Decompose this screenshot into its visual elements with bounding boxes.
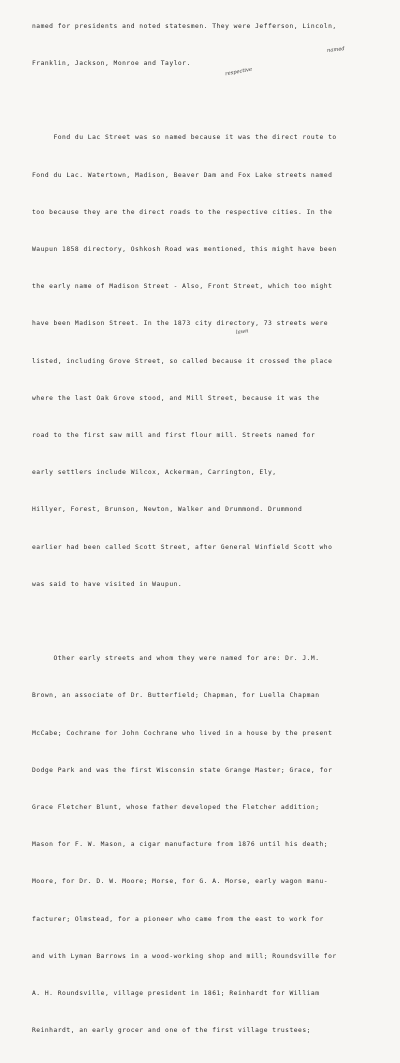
text-line: where the last Oak Grove stood, and Mill Street, because it was the [32,394,320,402]
text-line: Moore, for Dr. D. W. Moore; Morse, for G. A. Morse, early wagon manu- [32,878,329,886]
text-line: and with Lyman Barrows in a wood-working shop and mill; Roundsville for [32,952,337,960]
text-line: Grace Fletcher Blunt, whose father developed the Fletcher addition; [32,804,320,812]
text-line: Mason for F. W. Mason, a cigar manufacture from 1876 until his death; [32,841,329,849]
text-line: was said to have visited in Waupun. [32,580,183,588]
handwritten-annotation: named [326,46,346,54]
text-line: A. H. Roundsville, village president in 1861; Reinhardt for William [32,990,320,998]
text-line: listed, including Grove Street, so called because it crossed the place [32,357,333,365]
text-line: Fond du Lac. Watertown, Madison, Beaver Dam and Fox Lake streets named [32,171,333,179]
text-line: Other early streets and whom they were named for are: Dr. J.M. [32,655,320,663]
handwritten-annotation: respective [224,66,253,78]
text-line [32,95,392,107]
text-line: road to the first saw mill and first flour mill. Streets named for [32,432,316,440]
text-line: Dodge Park and was the first Wisconsin state Grange Master; Grace, for [32,766,333,774]
text-line: named for presidents and noted statesmen. They were Jefferson, Lincoln, [32,22,337,30]
text-line: facturer; Olmstead, for a pioneer who came from the east to work for [32,915,324,923]
text-line: Hillyer, Forest, Brunson, Newton, Walker and Drummond. Drummond [32,506,303,514]
text-line: earlier had been called Scott Street, after General Winfield Scott who [32,543,333,551]
text-line: Franklin, Jackson, Monroe and Taylor. [32,60,191,68]
handwritten-annotation: lawn [235,328,249,336]
text-line: have been Madison Street. In the 1873 city directory, 73 streets were [32,320,329,328]
text-line: Reinhardt, an early grocer and one of the first village trustees; [32,1027,311,1035]
text-line: Fond du Lac Street was so named because it was the direct route to [32,134,337,142]
typed-text-block [32,0,392,1063]
text-line: too because they are the direct roads to the respective cities. In the [32,208,333,216]
text-line: early settlers include Wilcox, Ackerman, Carrington, Ely, [32,469,277,477]
text-line: Brown, an associate of Dr. Butterfield; Chapman, for Luella Chapman [32,692,320,700]
text-line: McCabe; Cochrane for John Cochrane who lived in a house by the present [32,729,333,737]
text-line: Waupun 1858 directory, Oshkosh Road was mentioned, this might have been [32,246,337,254]
text-line [32,616,392,628]
text-line: the early name of Madison Street - Also, Front Street, which too might [32,283,333,291]
